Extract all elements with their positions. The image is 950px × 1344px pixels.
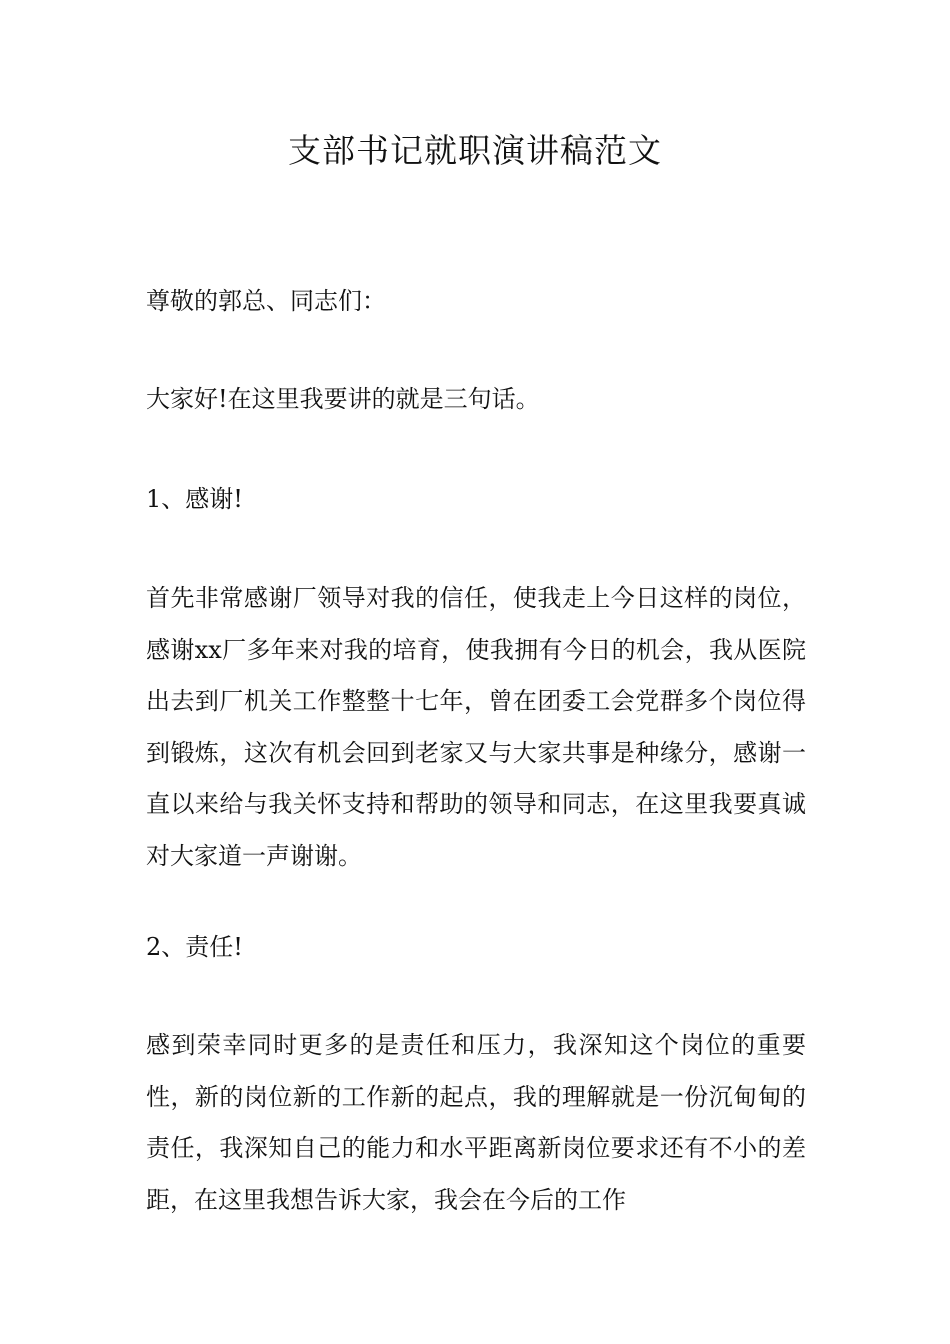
section-body-responsibility: 感到荣幸同时更多的是责任和压力，我深知这个岗位的重要性，新的岗位新的工作新的起点，我的理解就是一份沉甸甸的责任，我深知自己的能力和水平距离新岗位要求还有不小的差距，在这里我想告诉大家，我会在今后的工作: [146, 1031, 806, 1214]
opening-text: 大家好!在这里我要讲的就是三句话。: [146, 385, 540, 413]
greeting-text: 尊敬的郭总、同志们：: [146, 287, 386, 315]
section-body-thanks: 首先非常感谢厂领导对我的信任，使我走上今日这样的岗位，感谢xx厂多年来对我的培育，使我拥有今日的机会，我从医院出去到厂机关工作整整十七年，曾在团委工会党群多个岗位得到锻炼，这次有机会回到老家又与大家共事是种缘分，感谢一直以来给与我关怀支持和帮助的领导和同志，在这里我要真诚对大家道一声谢谢。: [146, 584, 806, 870]
section-heading-thanks: 1、感谢!: [146, 485, 243, 513]
section-heading-responsibility: 2、责任!: [146, 933, 243, 961]
document-title: 支部书记就职演讲稿范文: [288, 131, 662, 170]
